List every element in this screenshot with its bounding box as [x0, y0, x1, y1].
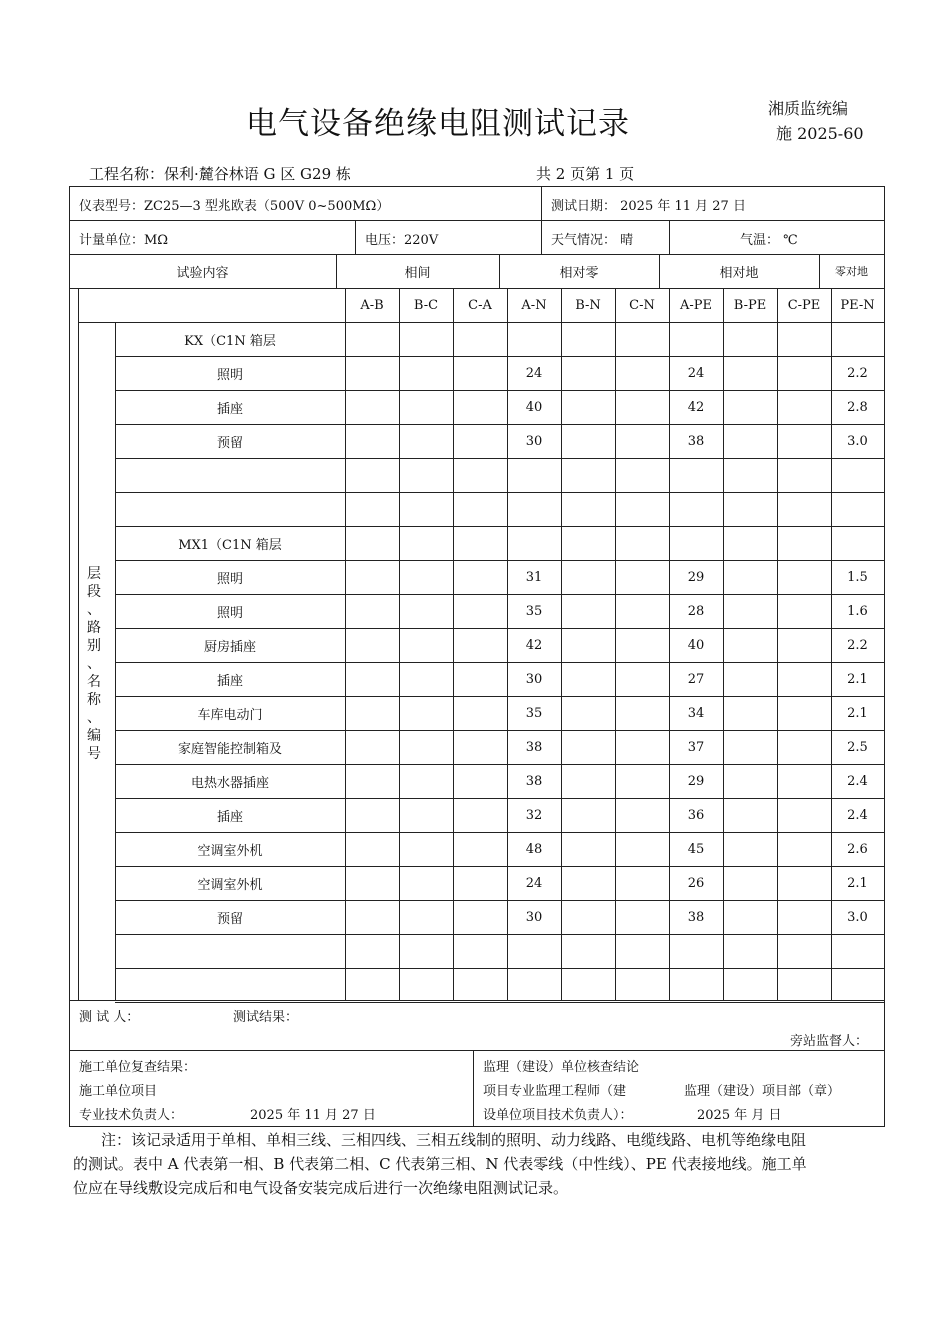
table-cell	[777, 832, 831, 866]
table-cell	[345, 458, 399, 492]
supervision-dept: 监理（建设）项目部（章）	[684, 1084, 841, 1099]
table-cell	[723, 390, 777, 424]
side-label-char: 段	[87, 584, 101, 600]
table-cell: 32	[525, 807, 543, 823]
row-name: 插座	[216, 673, 243, 689]
side-label-char: 路	[87, 620, 101, 636]
table-cell	[507, 968, 561, 1002]
table-cell	[345, 764, 399, 798]
voltage: 电压：220V	[365, 233, 439, 248]
table-cell	[399, 730, 453, 764]
table-cell	[399, 560, 453, 594]
table-cell	[453, 968, 507, 1002]
table-cell	[453, 560, 507, 594]
side-label-char: 、	[87, 602, 101, 618]
table-cell	[723, 628, 777, 662]
table-left-border	[69, 186, 70, 1127]
table-cell	[561, 628, 615, 662]
column-header-a-b: A-B	[360, 297, 384, 313]
test-date: 测试日期： 2025 年 11 月 27 日	[551, 199, 746, 214]
table-cell	[723, 560, 777, 594]
table-cell: 30	[525, 909, 543, 925]
table-cell	[561, 696, 615, 730]
table-cell	[561, 526, 615, 560]
table-cell	[777, 696, 831, 730]
table-cell	[669, 458, 723, 492]
table-cell	[669, 322, 723, 356]
table-cell	[345, 492, 399, 526]
table-cell	[453, 628, 507, 662]
tech-lead: 专业技术负责人：	[79, 1108, 184, 1123]
table-cell: 38	[525, 739, 543, 755]
table-cell: 2.1	[847, 705, 868, 721]
table-cell	[615, 798, 669, 832]
table-cell: 27	[687, 671, 705, 687]
table-cell: 30	[525, 671, 543, 687]
owner-date: 2025 年 月 日	[697, 1108, 782, 1123]
table-cell	[723, 934, 777, 968]
table-cell	[453, 458, 507, 492]
table-cell	[723, 492, 777, 526]
table-cell	[831, 492, 884, 526]
table-cell: 42	[687, 399, 705, 415]
table-cell	[399, 526, 453, 560]
owner-lead: 设单位项目技术负责人）：	[483, 1108, 633, 1123]
table-cell	[345, 968, 399, 1002]
table-cell: 2.8	[847, 399, 868, 415]
page-title: 电气设备绝缘电阻测试记录	[246, 106, 630, 142]
table-cell	[615, 424, 669, 458]
group-header-1: 相间	[404, 265, 431, 281]
table-cell	[345, 866, 399, 900]
table-cell	[615, 662, 669, 696]
column-header-a-pe: A-PE	[679, 297, 713, 313]
form-code-line1: 湘质监统编	[768, 99, 849, 118]
table-cell	[615, 322, 669, 356]
group-header-2: 相对零	[559, 265, 599, 281]
group-header-0: 试验内容	[176, 265, 229, 281]
side-label-char: 层	[87, 566, 101, 582]
form-code-line2: 施 2025-60	[776, 124, 864, 143]
table-cell	[615, 764, 669, 798]
table-cell: 1.6	[847, 603, 868, 619]
row-name: 预留	[216, 435, 243, 451]
table-cell	[399, 764, 453, 798]
table-right-border	[884, 186, 885, 1127]
table-cell: 29	[687, 569, 705, 585]
table-cell: 2.2	[847, 365, 868, 381]
table-cell	[507, 526, 561, 560]
side-label-char: 、	[87, 710, 101, 726]
table-cell	[831, 322, 884, 356]
table-cell: 28	[687, 603, 705, 619]
table-cell	[345, 696, 399, 730]
table-cell	[615, 390, 669, 424]
row-name: 照明	[216, 571, 243, 587]
table-cell: 40	[525, 399, 543, 415]
table-cell	[561, 322, 615, 356]
table-cell	[723, 526, 777, 560]
row-name: 预留	[216, 911, 243, 927]
table-cell	[399, 356, 453, 390]
side-label-char: 、	[87, 656, 101, 672]
page-count: 共 2 页第 1 页	[536, 165, 635, 183]
table-cell	[345, 900, 399, 934]
table-cell	[777, 900, 831, 934]
row-name: 家庭智能控制箱及	[177, 741, 282, 757]
table-cell	[345, 322, 399, 356]
group-header-4: 零对地	[835, 265, 868, 278]
column-header-a-n: A-N	[521, 297, 547, 313]
column-header-c-pe: C-PE	[787, 297, 821, 313]
table-cell	[615, 900, 669, 934]
weather: 天气情况： 晴	[551, 233, 634, 248]
temperature: 气温： ℃	[740, 233, 798, 248]
table-cell	[669, 968, 723, 1002]
project-name: 工程名称：保利·麓谷林语 G 区 G29 栋	[89, 165, 351, 183]
note-line-3: 位应在导线敷设完成后和电气设备安装完成后进行一次绝缘电阻测试记录。	[73, 1179, 569, 1197]
table-cell	[615, 866, 669, 900]
table-cell	[345, 832, 399, 866]
table-cell	[723, 730, 777, 764]
table-cell	[561, 390, 615, 424]
table-cell	[615, 594, 669, 628]
table-cell	[399, 934, 453, 968]
column-header-c-a: C-A	[468, 297, 492, 313]
table-cell	[831, 934, 884, 968]
table-cell	[615, 832, 669, 866]
table-cell	[561, 560, 615, 594]
table-cell	[399, 322, 453, 356]
table-cell	[561, 730, 615, 764]
table-cell	[777, 356, 831, 390]
table-cell	[345, 730, 399, 764]
table-cell: 48	[525, 841, 543, 857]
table-cell	[723, 458, 777, 492]
table-cell	[453, 934, 507, 968]
supervisor-label: 旁站监督人：	[790, 1034, 869, 1049]
constructor-review: 施工单位复查结果：	[79, 1060, 197, 1075]
table-cell	[615, 526, 669, 560]
row-name: 照明	[216, 605, 243, 621]
table-cell	[615, 730, 669, 764]
table-cell: 38	[687, 909, 705, 925]
table-cell	[615, 560, 669, 594]
table-cell	[453, 730, 507, 764]
table-cell	[561, 594, 615, 628]
table-cell	[345, 662, 399, 696]
table-cell	[453, 322, 507, 356]
column-header-b-pe: B-PE	[733, 297, 767, 313]
table-cell	[399, 798, 453, 832]
table-cell	[777, 424, 831, 458]
table-cell: 2.4	[847, 807, 868, 823]
table-cell	[345, 526, 399, 560]
table-cell	[399, 900, 453, 934]
table-cell	[723, 900, 777, 934]
grid-bottom-border	[69, 1000, 885, 1001]
side-label-char: 号	[87, 746, 101, 762]
table-cell	[453, 356, 507, 390]
table-cell: 2.6	[847, 841, 868, 857]
table-cell	[615, 696, 669, 730]
rule-line	[69, 1050, 885, 1051]
table-cell	[561, 662, 615, 696]
table-cell	[777, 968, 831, 1002]
table-cell	[561, 934, 615, 968]
instrument-model: 仪表型号：ZC25—3 型兆欧表（500V 0~500MΩ）	[79, 199, 390, 214]
table-cell	[399, 628, 453, 662]
column-header-b-c: B-C	[413, 297, 439, 313]
table-cell	[399, 662, 453, 696]
table-cell	[723, 322, 777, 356]
table-cell	[723, 594, 777, 628]
table-cell	[723, 356, 777, 390]
table-cell	[399, 866, 453, 900]
side-label-border	[78, 288, 79, 1001]
table-cell	[777, 560, 831, 594]
table-cell	[399, 492, 453, 526]
table-top-border	[69, 186, 885, 187]
row-name: 插座	[216, 809, 243, 825]
table-cell: 24	[525, 365, 543, 381]
column-header-c-n: C-N	[629, 297, 655, 313]
table-cell: 2.1	[847, 671, 868, 687]
table-cell	[561, 798, 615, 832]
table-cell: 2.2	[847, 637, 868, 653]
rule-line	[541, 186, 542, 255]
table-cell	[453, 900, 507, 934]
table-cell	[399, 390, 453, 424]
rule-line	[355, 220, 356, 255]
table-cell	[777, 628, 831, 662]
table-cell	[345, 424, 399, 458]
table-cell	[723, 968, 777, 1002]
table-cell: 24	[525, 875, 543, 891]
table-cell: 40	[687, 637, 705, 653]
table-cell: 2.4	[847, 773, 868, 789]
column-header-pe-n: PE-N	[840, 297, 875, 313]
table-cell	[615, 628, 669, 662]
column-header-b-n: B-N	[575, 297, 601, 313]
row-name	[115, 458, 345, 492]
table-cell	[777, 730, 831, 764]
table-cell	[345, 560, 399, 594]
table-cell: 24	[687, 365, 705, 381]
side-label-char: 别	[87, 638, 101, 654]
table-cell	[453, 594, 507, 628]
table-cell	[777, 798, 831, 832]
table-cell	[777, 764, 831, 798]
test-result-label: 测试结果：	[233, 1010, 299, 1025]
table-cell	[453, 390, 507, 424]
note-line-1: 注：该记录适用于单相、单相三线、三相四线、三相五线制的照明、动力线路、电缆线路、电机等绝缘电阻	[101, 1131, 807, 1149]
table-cell	[453, 526, 507, 560]
table-cell	[345, 594, 399, 628]
row-name: 照明	[216, 367, 243, 383]
table-cell: 2.1	[847, 875, 868, 891]
table-cell: 45	[687, 841, 705, 857]
table-cell	[507, 458, 561, 492]
table-cell	[723, 662, 777, 696]
table-cell	[615, 968, 669, 1002]
table-cell	[561, 968, 615, 1002]
table-cell	[777, 866, 831, 900]
row-name: 车库电动门	[197, 707, 263, 723]
table-cell	[723, 798, 777, 832]
table-cell	[831, 526, 884, 560]
table-cell	[777, 322, 831, 356]
table-cell: 38	[525, 773, 543, 789]
side-label	[80, 565, 108, 763]
table-cell	[561, 458, 615, 492]
side-label-char: 称	[87, 692, 101, 708]
rule-line	[473, 1050, 474, 1127]
table-cell	[561, 866, 615, 900]
table-cell	[561, 832, 615, 866]
table-cell: 35	[525, 705, 543, 721]
row-name: 空调室外机	[197, 843, 263, 859]
table-cell	[777, 458, 831, 492]
table-cell	[345, 356, 399, 390]
table-cell: 30	[525, 433, 543, 449]
table-cell	[777, 492, 831, 526]
table-cell	[723, 866, 777, 900]
row-name: 空调室外机	[197, 877, 263, 893]
table-cell	[777, 390, 831, 424]
table-cell	[399, 424, 453, 458]
table-cell: 2.5	[847, 739, 868, 755]
table-cell	[777, 594, 831, 628]
supervision-conclusion: 监理（建设）单位核查结论	[483, 1060, 640, 1075]
table-cell	[615, 492, 669, 526]
row-name	[115, 968, 345, 1002]
group-header-3: 相对地	[719, 265, 759, 281]
table-cell	[507, 934, 561, 968]
supervision-engineer: 项目专业监理工程师（建	[483, 1084, 627, 1099]
table-cell	[399, 696, 453, 730]
table-cell	[453, 696, 507, 730]
table-cell	[723, 832, 777, 866]
row-name: 厨房插座	[203, 639, 256, 655]
table-cell	[777, 526, 831, 560]
table-cell	[453, 492, 507, 526]
side-label-char: 名	[87, 674, 101, 690]
table-cell	[561, 900, 615, 934]
table-cell: 1.5	[847, 569, 868, 585]
table-cell	[399, 968, 453, 1002]
table-cell	[453, 798, 507, 832]
row-name: KX（C1N 箱层	[184, 333, 276, 349]
table-cell	[723, 764, 777, 798]
table-cell: 31	[525, 569, 543, 585]
table-cell	[561, 356, 615, 390]
rule-line	[69, 220, 885, 221]
table-cell	[399, 832, 453, 866]
row-name	[115, 934, 345, 968]
table-cell	[615, 356, 669, 390]
tech-date: 2025 年 11 月 27 日	[250, 1108, 376, 1123]
table-cell	[345, 628, 399, 662]
table-cell	[669, 934, 723, 968]
table-cell: 37	[687, 739, 705, 755]
table-cell	[615, 458, 669, 492]
row-name	[115, 492, 345, 526]
table-cell: 3.0	[847, 909, 868, 925]
table-cell	[507, 322, 561, 356]
table-cell	[399, 458, 453, 492]
row-name: MX1（C1N 箱层	[178, 537, 282, 553]
row-name: 电热水器插座	[190, 775, 269, 791]
table-cell: 34	[687, 705, 705, 721]
table-cell	[399, 594, 453, 628]
table-cell	[777, 934, 831, 968]
table-cell	[507, 492, 561, 526]
table-cell	[345, 798, 399, 832]
table-cell	[453, 662, 507, 696]
rule-line	[115, 1002, 885, 1003]
table-cell	[669, 492, 723, 526]
tester-label: 测 试 人：	[79, 1010, 140, 1025]
table-cell	[453, 866, 507, 900]
table-cell	[453, 764, 507, 798]
table-cell	[669, 526, 723, 560]
table-cell	[453, 832, 507, 866]
table-cell: 3.0	[847, 433, 868, 449]
side-label-char: 编	[87, 728, 101, 744]
table-cell: 42	[525, 637, 543, 653]
table-cell	[561, 424, 615, 458]
constructor-project: 施工单位项目	[79, 1084, 158, 1099]
table-cell	[831, 458, 884, 492]
table-cell	[345, 934, 399, 968]
table-cell	[561, 492, 615, 526]
table-cell	[453, 424, 507, 458]
table-cell: 35	[525, 603, 543, 619]
note-line-2: 的测试。表中 A 代表第一相、B 代表第二相、C 代表第三相、N 代表零线（中性线）、PE 代表接地线。施工单	[73, 1155, 807, 1173]
rule-line	[669, 220, 670, 255]
table-cell	[723, 696, 777, 730]
table-cell	[615, 934, 669, 968]
table-cell: 36	[687, 807, 705, 823]
table-cell	[345, 390, 399, 424]
table-cell: 38	[687, 433, 705, 449]
row-name: 插座	[216, 401, 243, 417]
measurement-unit: 计量单位：MΩ	[79, 233, 169, 248]
table-cell	[561, 764, 615, 798]
table-cell	[723, 424, 777, 458]
table-cell: 26	[687, 875, 705, 891]
table-cell	[777, 662, 831, 696]
table-cell	[831, 968, 884, 1002]
table-cell: 29	[687, 773, 705, 789]
